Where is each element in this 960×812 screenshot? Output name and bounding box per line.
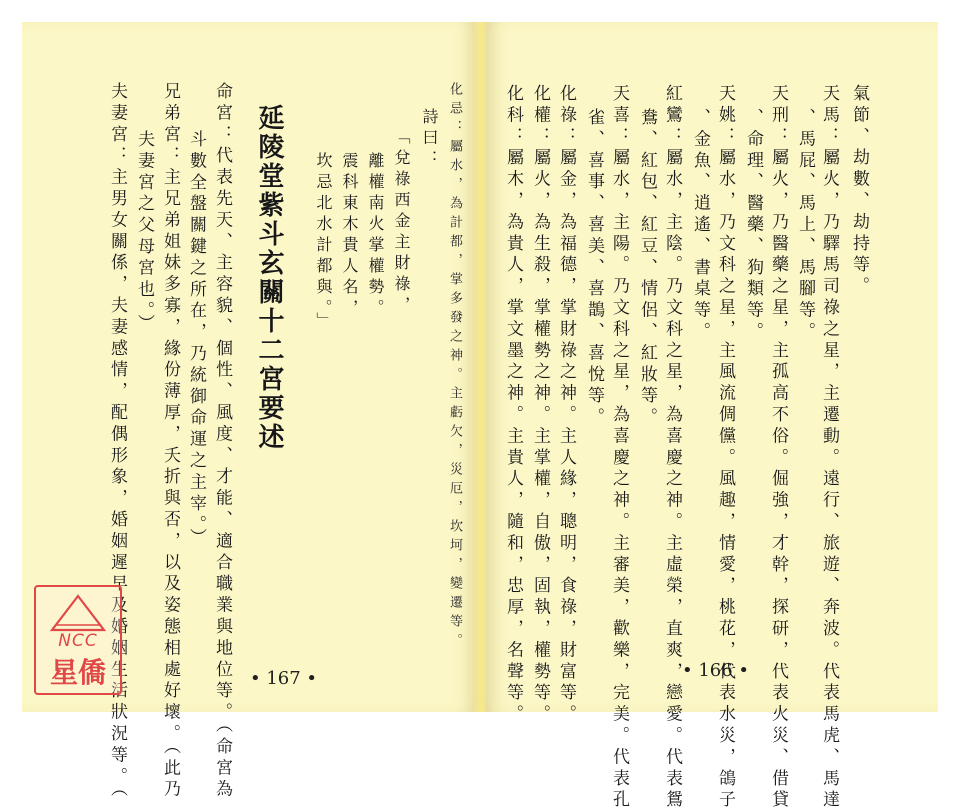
section-title: 延陵堂紫斗玄關十二宮要述	[254, 104, 284, 452]
poem-line: 震科東木貴人名，	[340, 152, 359, 320]
text-column: 兄弟宮：主兄弟姐妹多寡，緣份薄厚，夭折與否，以及姿態相處好壞。（此乃	[160, 82, 180, 802]
text-column: 夫妻宮：主男女關係，夫妻感情，配偶形象，婚姻遲早及婚姻生活狀況等。（	[107, 82, 127, 802]
text-column: 天喜：屬水，主陽。乃文科之星，為喜慶之神。主審美，歡樂，完美。代表孔	[609, 84, 629, 812]
text-column: 化祿：屬金，為福德，掌財祿之神。主人緣，聰明，食祿，財富等。	[556, 84, 576, 726]
text-column: 斗數全盤關鍵之所在，乃統御命運之主宰。）	[186, 130, 206, 550]
text-column: 命宮：代表先天、主容貌、個性、風度、才能、適合職業與地位等。（命宮為	[212, 82, 232, 802]
text-column: 化忌：屬水，為計都，掌多發之神。主虧欠，災厄，坎坷，變遷等。	[447, 82, 462, 652]
poem-label: 詩曰：	[420, 108, 439, 171]
text-column: 天姚：屬水，乃文科之星，主風流倜儻。風趣，情愛，桃花，代表水災，鴿子	[715, 84, 735, 812]
text-column: 化權：屬火，為生殺，掌權勢之神。主掌權，自傲，固執，權勢等。	[530, 84, 550, 726]
text-column: 紅鸞：屬水，主陰。乃文科之星，為喜慶之神。主虛榮，直爽，戀愛。代表鴛	[662, 84, 682, 812]
ncc-logo-stamp	[34, 585, 122, 695]
text-column: 氣節、劫數、劫持等。	[849, 84, 869, 298]
text-column: 化科：屬木，為貴人，掌文墨之神。主貴人，隨和，忠厚，名聲等。	[503, 84, 523, 726]
text-column: 、金魚、逍遙、書桌等。	[690, 108, 710, 344]
stamp-chinese: 星僑	[49, 656, 106, 689]
triangle-icon	[48, 593, 108, 633]
text-column: 、命理、醫藥、狗類等。	[743, 108, 763, 344]
poem-line: 坎忌北水計都與。」	[314, 152, 333, 333]
text-column: 天刑：屬火，乃醫藥之星，主孤高不俗。倔強，才幹，探研，代表火災、借貸	[768, 84, 788, 812]
page-number: • 167 •	[250, 668, 318, 689]
page-number: • 166 •	[682, 660, 750, 681]
text-column: 、馬屁、馬上、馬腳等。	[795, 108, 815, 344]
text-column: 雀、喜事、喜美、喜鵲、喜悅等。	[584, 108, 604, 429]
text-column: 夫妻宮之父母宮也。）	[134, 130, 154, 336]
text-column: 天馬：屬火，乃驛馬司祿之星，主遷動。遠行、旅遊、奔波。代表馬虎、馬達	[819, 84, 839, 812]
poem-line: 離權南火掌權勢。	[366, 152, 385, 320]
stamp-latin: NCC	[58, 631, 98, 651]
poem-line: 「兌祿西金主財祿，	[392, 128, 411, 317]
text-column: 鴦、紅包、紅豆、情侶、紅妝等。	[637, 108, 657, 429]
